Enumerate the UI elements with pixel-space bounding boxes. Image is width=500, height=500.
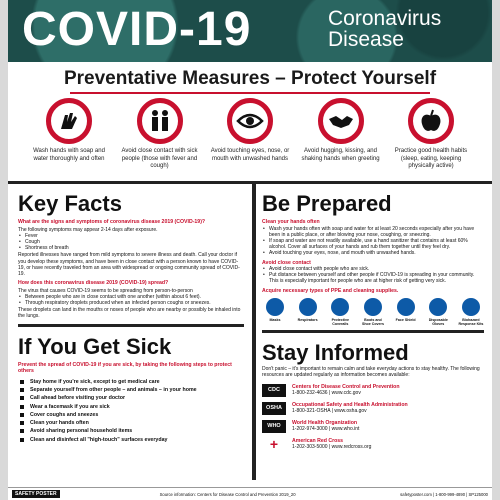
org-name: Occupational Safety and Health Administration — [292, 401, 408, 408]
mask-icon — [266, 298, 284, 316]
contact-item: • Put distance between yourself and other people if COVID-19 is spreading in your community. This is especially important for people who are at higher risk of getting very sick. — [262, 272, 484, 284]
ppe-item — [425, 298, 451, 326]
key-facts-question-2: How does this coronavirus disease 2019 (COVID-19) spread? — [18, 280, 169, 287]
symptom-item: • Cough — [18, 239, 244, 245]
org-detail: 1-202-974-3000 | www.who.int — [292, 426, 360, 433]
apple-icon — [408, 98, 454, 144]
sick-steps — [18, 378, 244, 444]
ppe-item — [327, 298, 353, 326]
ppe-label: Masks — [269, 318, 281, 323]
spread-item: • Through respiratory droplets produced when an infected person coughs or sneezes. — [18, 300, 244, 306]
sick-step: Cover coughs and sneezes — [18, 411, 244, 419]
ppe-title: Acquire necessary types of PPE and cleaning supplies. — [262, 287, 399, 294]
handshake-icon — [318, 98, 364, 144]
sick-step: Stay home if you're sick, except to get medical care — [18, 378, 244, 386]
sick-heading: If You Get Sick — [18, 333, 172, 359]
people-distance-icon — [137, 98, 183, 144]
ppe-item — [262, 298, 288, 326]
prevent-item — [209, 98, 291, 171]
glove-icon — [429, 298, 447, 316]
ppe-label: Biohazard Response Kits — [458, 318, 484, 327]
footer-site: safetyposter.com | 1-800-999-4890 | SP125000 — [400, 491, 488, 497]
ppe-label: Face Shield — [395, 318, 416, 323]
prevent-caption: Avoid hugging, kissing, and shaking hands when greeting — [301, 148, 380, 162]
biohazard-icon — [462, 298, 480, 316]
key-facts-text: Reported illnesses have ranged from mild symptoms to severe illness and death. Call your doctor if you develop these symptoms, and have been in close contact with a person known to have COVID-19, or have recently traveled from an area with widespread or ongoing community spread of COVID-19. — [18, 252, 240, 277]
prevent-caption: Avoid touching eyes, nose, or mouth with unwashed hands — [210, 148, 290, 162]
sick-step: Call ahead before visiting your doctor — [18, 394, 244, 402]
prevent-item — [28, 98, 110, 171]
sick-step: Clean your hands often — [18, 419, 244, 427]
contact-title: Avoid close contact — [262, 259, 311, 266]
section-rule — [262, 330, 484, 333]
key-facts-text: The virus that causes COVID-19 seems to be spreading from person-to-person — [18, 287, 193, 294]
informed-intro: Don't panic – it's important to remain calm and take everyday actions to stay healthy. The following resources are updated regularly as information becomes available: — [262, 366, 480, 379]
sick-step: Separate yourself from other people – and animals – in your home — [18, 386, 244, 394]
ppe-label: Protective Coveralls — [331, 318, 349, 327]
ppe-item — [458, 298, 484, 326]
column-divider — [252, 184, 256, 480]
ppe-item — [360, 298, 386, 326]
org-detail: 1-202-303-5000 | www.redcross.org — [292, 444, 372, 451]
coverall-icon — [331, 298, 349, 316]
preventative-heading: Preventative Measures – Protect Yourself — [63, 68, 437, 89]
prevent-caption: Practice good health habits (sleep, eating, keeping physically active) — [394, 148, 468, 169]
org-detail: 1-800-321-OSHA | www.osha.gov — [292, 408, 367, 415]
org-red-cross — [262, 438, 484, 451]
sick-step: Avoid sharing personal household items — [18, 427, 244, 435]
right-column — [262, 184, 484, 451]
covid-poster — [8, 0, 492, 500]
org-name: Centers for Disease Control and Prevention — [292, 383, 400, 390]
preventative-section — [8, 62, 492, 180]
poster-subtitle — [328, 8, 441, 50]
face-shield-icon — [397, 298, 415, 316]
prepared-heading: Be Prepared — [262, 191, 392, 216]
org-osha — [262, 402, 484, 415]
key-facts-question-1: What are the signs and symptoms of coronavirus disease 2019 (COVID-19)? — [18, 219, 206, 225]
poster-banner — [8, 0, 492, 62]
sick-intro: Prevent the spread of COVID-19 if you are sick, by taking the following steps to protect others — [18, 361, 232, 375]
key-facts-text: These droplets can land in the mouths or noses of people who are nearby or possibly be inhaled into the lungs. — [18, 307, 241, 320]
sick-step: Clean and disinfect all "high-touch" surfaces everyday — [18, 436, 244, 444]
org-cdc — [262, 384, 484, 397]
handwash-icon — [46, 98, 92, 144]
prevent-item — [300, 98, 382, 171]
informed-heading: Stay Informed — [262, 340, 409, 366]
ppe-row — [262, 298, 484, 326]
contact-item: • Avoid close contact with people who are sick. — [262, 266, 484, 272]
clean-item: • Wash your hands often with soap and water for at least 20 seconds especially after you have been in a public place, or after blowing your nose, coughing, or sneezing. — [262, 226, 484, 238]
clean-title: Clean your hands often — [262, 219, 320, 225]
symptom-item: • Fever — [18, 233, 244, 239]
red-cross-icon: + — [262, 438, 286, 451]
eye-icon — [227, 98, 273, 144]
ppe-item — [295, 298, 321, 326]
ppe-label: Boots and Shoe Covers — [361, 318, 384, 327]
org-detail: 1-800-232-4636 | www.cdc.gov — [292, 390, 361, 397]
cdc-logo: CDC — [262, 384, 286, 397]
symptom-item: • Shortness of breath — [18, 245, 244, 251]
safety-poster-logo: SAFETY POSTER — [12, 490, 60, 498]
content-columns — [8, 181, 492, 487]
org-name: World Health Organization — [292, 419, 358, 426]
spread-item: • Between people who are in close contact with one another (within about 6 feet). — [18, 294, 244, 300]
prevent-item — [119, 98, 201, 171]
left-column — [18, 184, 244, 444]
ppe-label: Disposable Gloves — [428, 318, 448, 327]
poster-title: COVID-19 — [22, 3, 252, 56]
poster-footer — [8, 487, 492, 500]
clean-item: • If soap and water are not readily available, use a hand sanitizer that contains at least 60% alcohol. Cover all surfaces of your hands and rub them together until they feel dry. — [262, 238, 484, 250]
prevent-item — [390, 98, 472, 171]
sick-step: Wear a facemask if you are sick — [18, 403, 244, 411]
source-note: Source information: Centers for Disease Control and Prevention 2019_20 — [159, 491, 296, 497]
clean-item: • Avoid touching your eyes, nose, and mouth with unwashed hands. — [262, 250, 484, 256]
respirator-icon — [299, 298, 317, 316]
org-name: American Red Cross — [292, 437, 344, 444]
prevent-caption: Wash hands with soap and water thoroughly and often — [33, 148, 105, 162]
subtitle-line-2: Disease — [328, 28, 404, 51]
section-rule — [18, 324, 244, 327]
key-facts-text: The following symptoms may appear 2-14 days after exposure. — [18, 226, 158, 233]
osha-logo: OSHA — [262, 402, 286, 415]
prevent-caption: Avoid close contact with sick people (those with fever and cough) — [121, 148, 198, 169]
key-facts-heading: Key Facts — [18, 191, 122, 216]
ppe-item — [393, 298, 419, 326]
org-who — [262, 420, 484, 433]
preventative-icons — [8, 94, 492, 171]
who-logo: WHO — [262, 420, 286, 433]
boot-icon — [364, 298, 382, 316]
ppe-label: Respirators — [297, 318, 318, 323]
subtitle-line-1: Coronavirus — [328, 7, 442, 30]
